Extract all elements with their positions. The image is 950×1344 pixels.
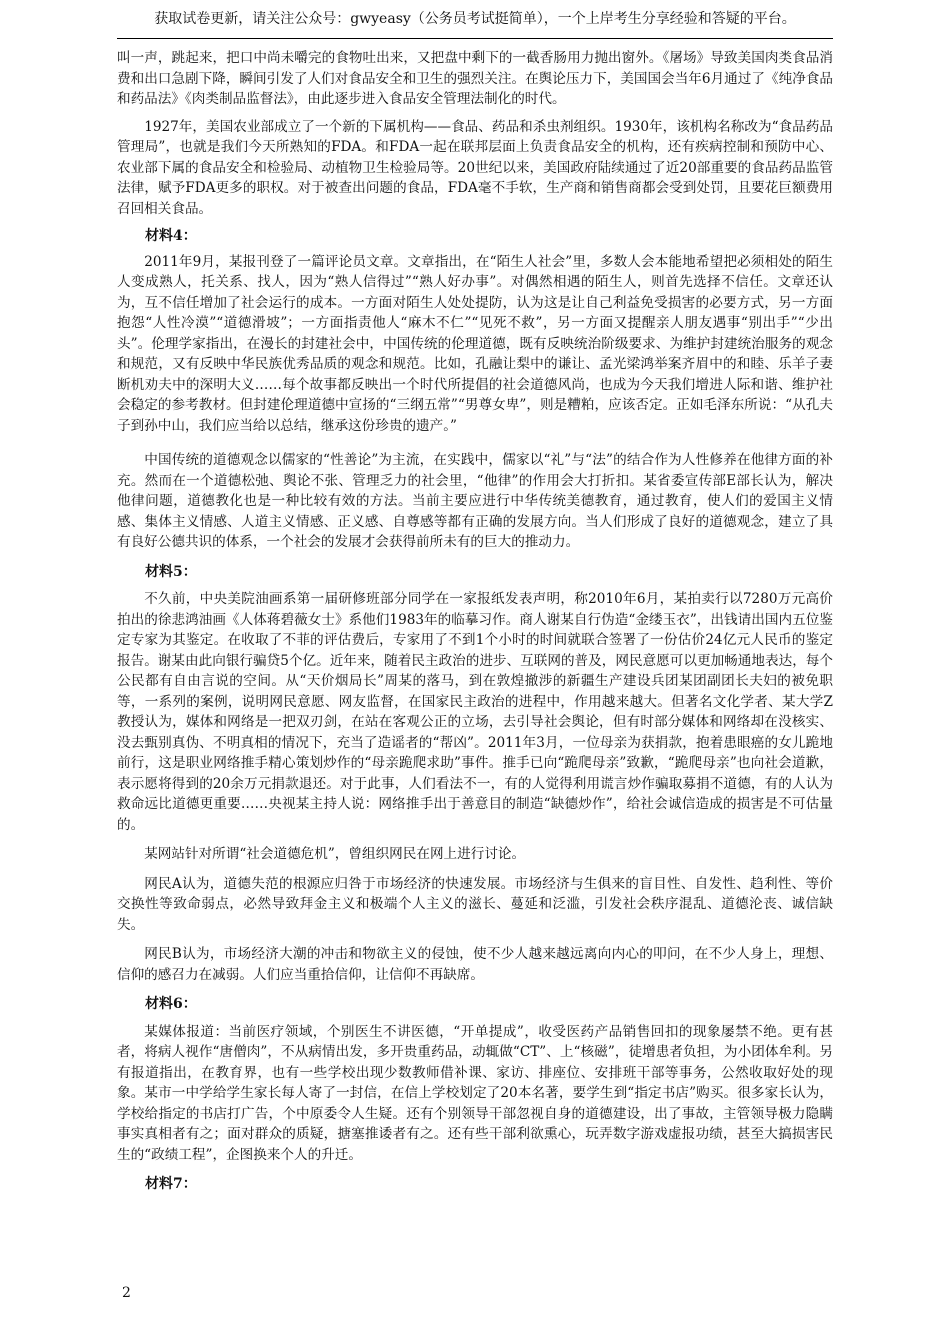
section-heading: 材料5：	[145, 563, 197, 580]
paragraph: 网民B认为，市场经济大潮的冲击和物欲主义的侵蚀，使不少人越来越远离向内心的叩问，在不少人身上，理想、信仰的感召力在减弱。人们应当重拾信仰，让信仰不再缺席。	[117, 946, 833, 983]
paragraph: 不久前，中央美院油画系第一届研修班部分同学在一家报纸发表声明，称2010年6月，某拍卖行以7280万元高价拍出的徐悲鸿油画《人体蒋碧薇女士》系他们1983年的临摹习作。商人谢某自行伪造“金缕玉衣”，出钱请出国内五位鉴定专家为其鉴定。在收取了不菲的评估费后，专家用了不到1个小时的时间就联合签署了一份估价24亿元人民币的鉴定报告。谢某由此向银行骗贷5个亿。近年来，随着民主政治的进步、互联网的普及，网民意愿可以更加畅通地表达，每个公民都有自由言说的空间。从“天价烟局长”周某的落马，到在敦煌撤涉的新疆生产建设兵团某团副团长夫妇的被免职等，一系列的案例，说明网民意愿、网友监督，在国家民主政治的进程中，作用越来越大。但著名文化学者、某大学Z教授认为，媒体和网络是一把双刃剑，在站在客观公正的立场，去引导社会舆论，但有时部分媒体和网络却在没核实、没去甄别真伪、不明真相的情况下，充当了造谣者的“帮凶”。2011年3月，一位母亲为获捐款，抱着患眼癌的女儿跪地前行，这是职业网络推手精心策划炒作的“母亲跪爬求助”事件。推手已向“跪爬母亲”致歉，“跪爬母亲”也向社会道歉，表示愿将得到的20余万元捐款退还。对于此事，人们看法不一，有的人觉得利用谎言炒作骗取募捐不道德，有的人认为救命远比道德更重要……央视某主持人说：网络推手出于善意目的制造“缺德炒作”，给社会诚信造成的损害是不可估量的。	[117, 591, 833, 833]
header-rule	[117, 38, 833, 39]
page-header: 获取试卷更新，请关注公众号：gwyeasy（公务员考试挺简单），一个上岸考生分享经验和答疑的平台。	[154, 11, 796, 27]
paragraph: 1927年，美国农业部成立了一个新的下属机构——食品、药品和杀虫剂组织。1930年，该机构名称改为“食品药品管理局”，也就是我们今天所熟知的FDA。和FDA一起在联邦层面上负责食品安全的机构，还有疾病控制和预防中心、农业部下属的食品安全和检验局、动植物卫生检验局等。20世纪以来，美国政府陆续通过了近20部重要的食品药品监管法律，赋予FDA更多的职权。对于被查出问题的食品，FDA毫不手软，生产商和销售商都会受到处罚，且要花巨额费用召回相关食品。	[117, 118, 833, 217]
paragraph: 网民A认为，道德失范的根源应归咎于市场经济的快速发展。市场经济与生俱来的盲目性、自发性、趋利性、等价交换性等致命弱点，必然导致拜金主义和极端个人主义的滋长、蔓延和泛滥，引发社会秩序混乱、道德沦丧、诚信缺失。	[117, 875, 833, 933]
paragraph: 中国传统的道德观念以儒家的“性善论”为主流，在实践中，儒家以“礼”与“法”的结合作为人性修养在他律方面的补充。然而在一个道德松弛、舆论不张、管理乏力的社会里，“他律”的作用会大打折扣。某省委宣传部E部长认为，解决他律问题，道德教化也是一种比较有效的方法。当前主要应进行中华传统美德教育，通过教育，使人们的爱国主义情感、集体主义情感、人道主义情感、正义感、自尊感等都有正确的发展方向。当人们形成了良好的道德观念，建立了具有良好公德共识的体系，一个社会的发展才会获得前所未有的巨大的推动力。	[117, 452, 833, 550]
section-heading: 材料4：	[145, 228, 197, 244]
document-body	[117, 48, 833, 1195]
page-number: 2	[122, 1285, 131, 1301]
paragraph: 某网站针对所谓“社会道德危机”，曾组织网民在网上进行讨论。	[144, 846, 526, 862]
section-heading: 材料6：	[145, 996, 197, 1012]
paragraph: 某媒体报道：当前医疗领域，个别医生不讲医德，“开单提成”，收受医药产品销售回扣的现象屡禁不绝。更有甚者，将病人视作“唐僧肉”，不从病情出发，多开贵重药品，动辄做“CT”、上“核磁”，徒增患者负担，为小团体牟利。另有报道指出，在教育界，也有一些学校出现少数教师借补课、家访、排座位、安排班干部等事务，公然收取好处的现象。某市一中学给学生家长每人寄了一封信，在信上学校划定了20本名著，要学生到“指定书店”购买。很多家长认为，学校给指定的书店打广告，个中原委令人生疑。还有个别领导干部忽视自身的道德建设，出了事故，主管领导极力隐瞒事实真相者有之；面对群众的质疑，搪塞推诿者有之。还有些干部利欲熏心，玩弄数字游戏虚报功绩，甚至大搞损害民生的“政绩工程”，企图换来个人的升迁。	[117, 1023, 833, 1163]
section-heading: 材料7：	[145, 1176, 197, 1192]
paragraph: 叫一声，跳起来，把口中尚未嚼完的食物吐出来，又把盘中剩下的一截香肠用力抛出窗外。《屠场》导致美国肉类食品消费和出口急剧下降，瞬间引发了人们对食品安全和卫生的强烈关注。在舆论压力下，美国国会当年6月通过了《纯净食品和药品法》《肉类制品监督法》，由此逐步进入食品安全管理法制化的时代。	[117, 50, 833, 107]
paragraph: 2011年9月，某报刊登了一篇评论员文章。文章指出，在“陌生人社会”里，多数人会本能地希望把必须相处的陌生人变成熟人，托关系、找人，因为“熟人信得过”“熟人好办事”。对偶然相遇的陌生人，则首先选择不信任。文章还认为，互不信任增加了社会运行的成本。一方面对陌生人处处提防，认为这是让自己利益免受损害的必要方式，另一方面抱怨“人性冷漠”“道德滑坡”；一方面指责他人“麻木不仁”“见死不救”，另一方面又提醒亲人朋友遇事“别出手”“少出头”。伦理学家指出，在漫长的封建社会中，中国传统的伦理道德，既有反映统治阶级要求、为维护封建统治服务的观念和规范，又有反映中华民族优秀品质的观念和规范。比如，孔融让梨中的谦让、孟光梁鸿举案齐眉中的和睦、乐羊子妻断机劝夫中的深明大义……每个故事都反映出一个时代所提倡的社会道德风尚，也成为今天我们增进人际和谐、维护社会稳定的参考教材。但封建伦理道德中宣扬的“三纲五常”“男尊女卑”，则是糟粕，应该否定。正如毛泽东所说：“从孔夫子到孙中山，我们应当给以总结，继承这份珍贵的遗产。”	[117, 253, 833, 434]
